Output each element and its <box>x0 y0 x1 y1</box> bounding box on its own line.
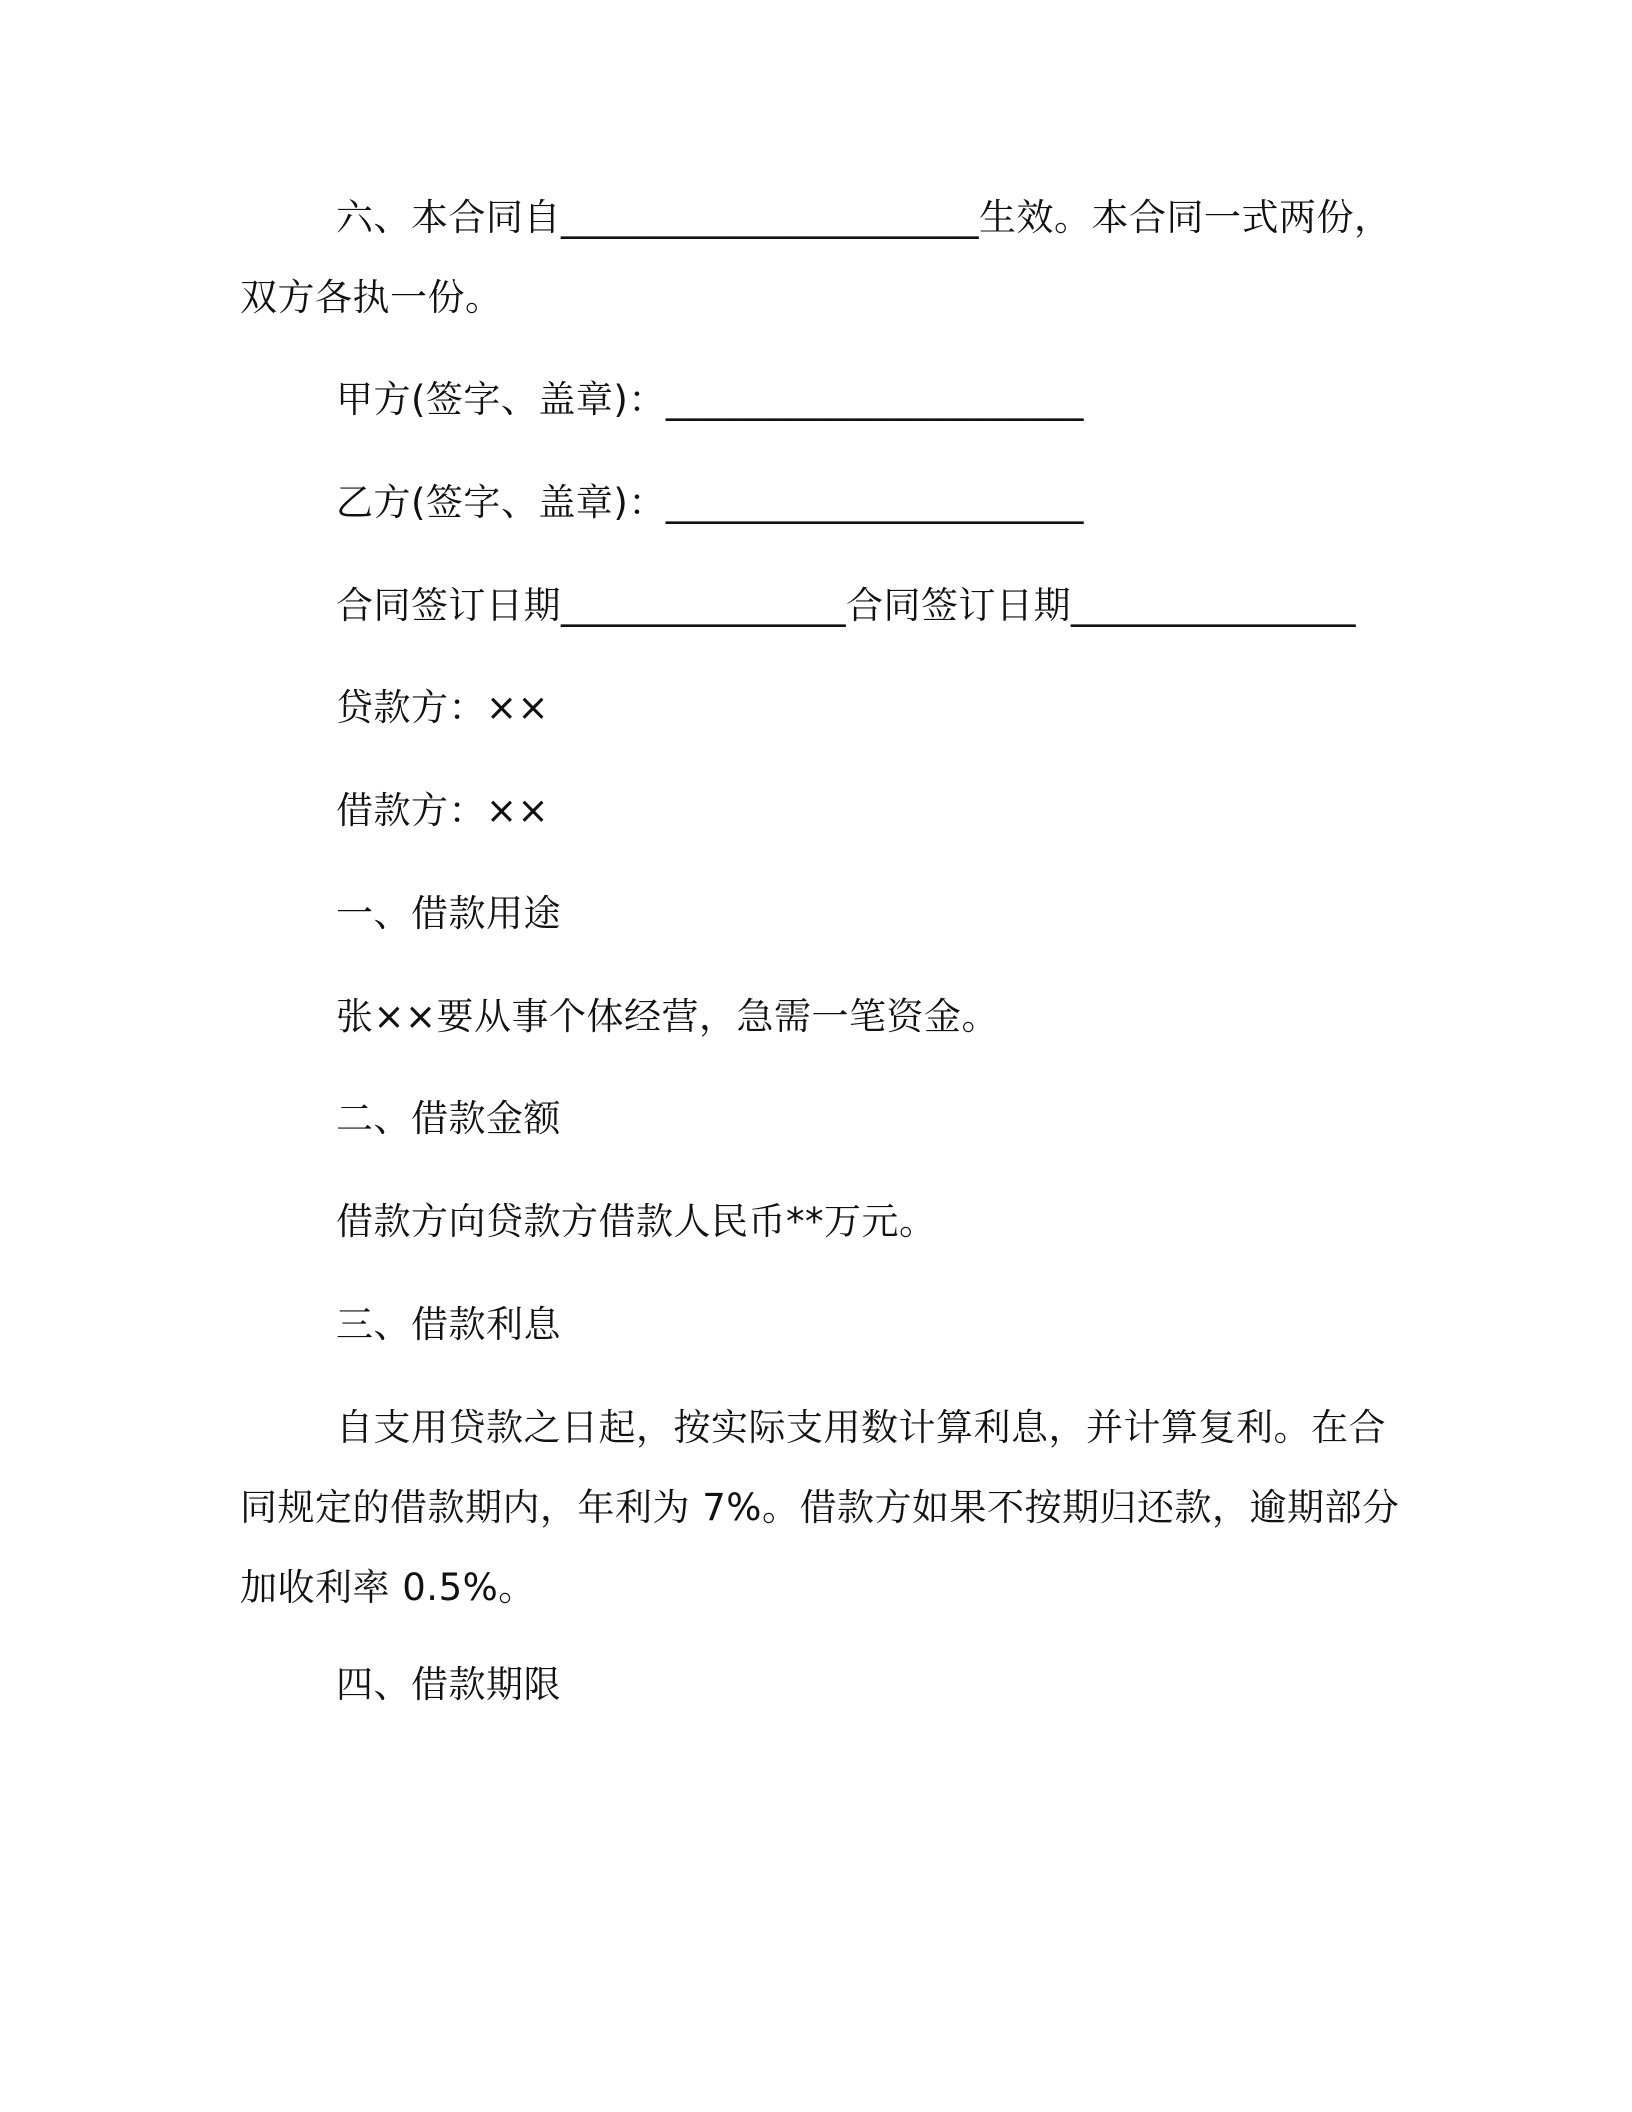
interest-line-2: 同规定的借款期内，年利为 7%。借款方如果不按期归还款，逾期部分 <box>240 1486 1400 1529</box>
section-heading-term: 四、借款期限 <box>336 1663 561 1706</box>
signing-date-line: 合同签订日期_______________合同签订日期_______________ <box>336 584 1356 627</box>
section-heading-interest: 三、借款利息 <box>336 1303 561 1346</box>
borrower-line: 借款方：×× <box>336 789 550 832</box>
clause-6-line-2: 双方各执一份。 <box>240 276 503 319</box>
clause-6-paragraph <box>240 178 1410 338</box>
interest-line-3: 加收利率 0.5%。 <box>240 1566 536 1609</box>
party-b-signature-line: 乙方(签字、盖章)：______________________ <box>336 481 1084 524</box>
section-heading-amount: 二、借款金额 <box>336 1097 561 1140</box>
interest-paragraph <box>240 1388 1410 1628</box>
clause-6-line-1: 六、本合同自______________________生效。本合同一式两份， <box>336 196 1392 239</box>
section-heading-purpose: 一、借款用途 <box>336 892 561 935</box>
interest-line-1: 自支用贷款之日起，按实际支用数计算利息，并计算复利。在合 <box>336 1406 1386 1449</box>
lender-line: 贷款方：×× <box>336 686 550 729</box>
party-a-signature-line: 甲方(签字、盖章)：______________________ <box>336 378 1084 421</box>
purpose-text: 张××要从事个体经营，急需一笔资金。 <box>336 995 1000 1038</box>
amount-text: 借款方向贷款方借款人民币**万元。 <box>336 1200 937 1243</box>
